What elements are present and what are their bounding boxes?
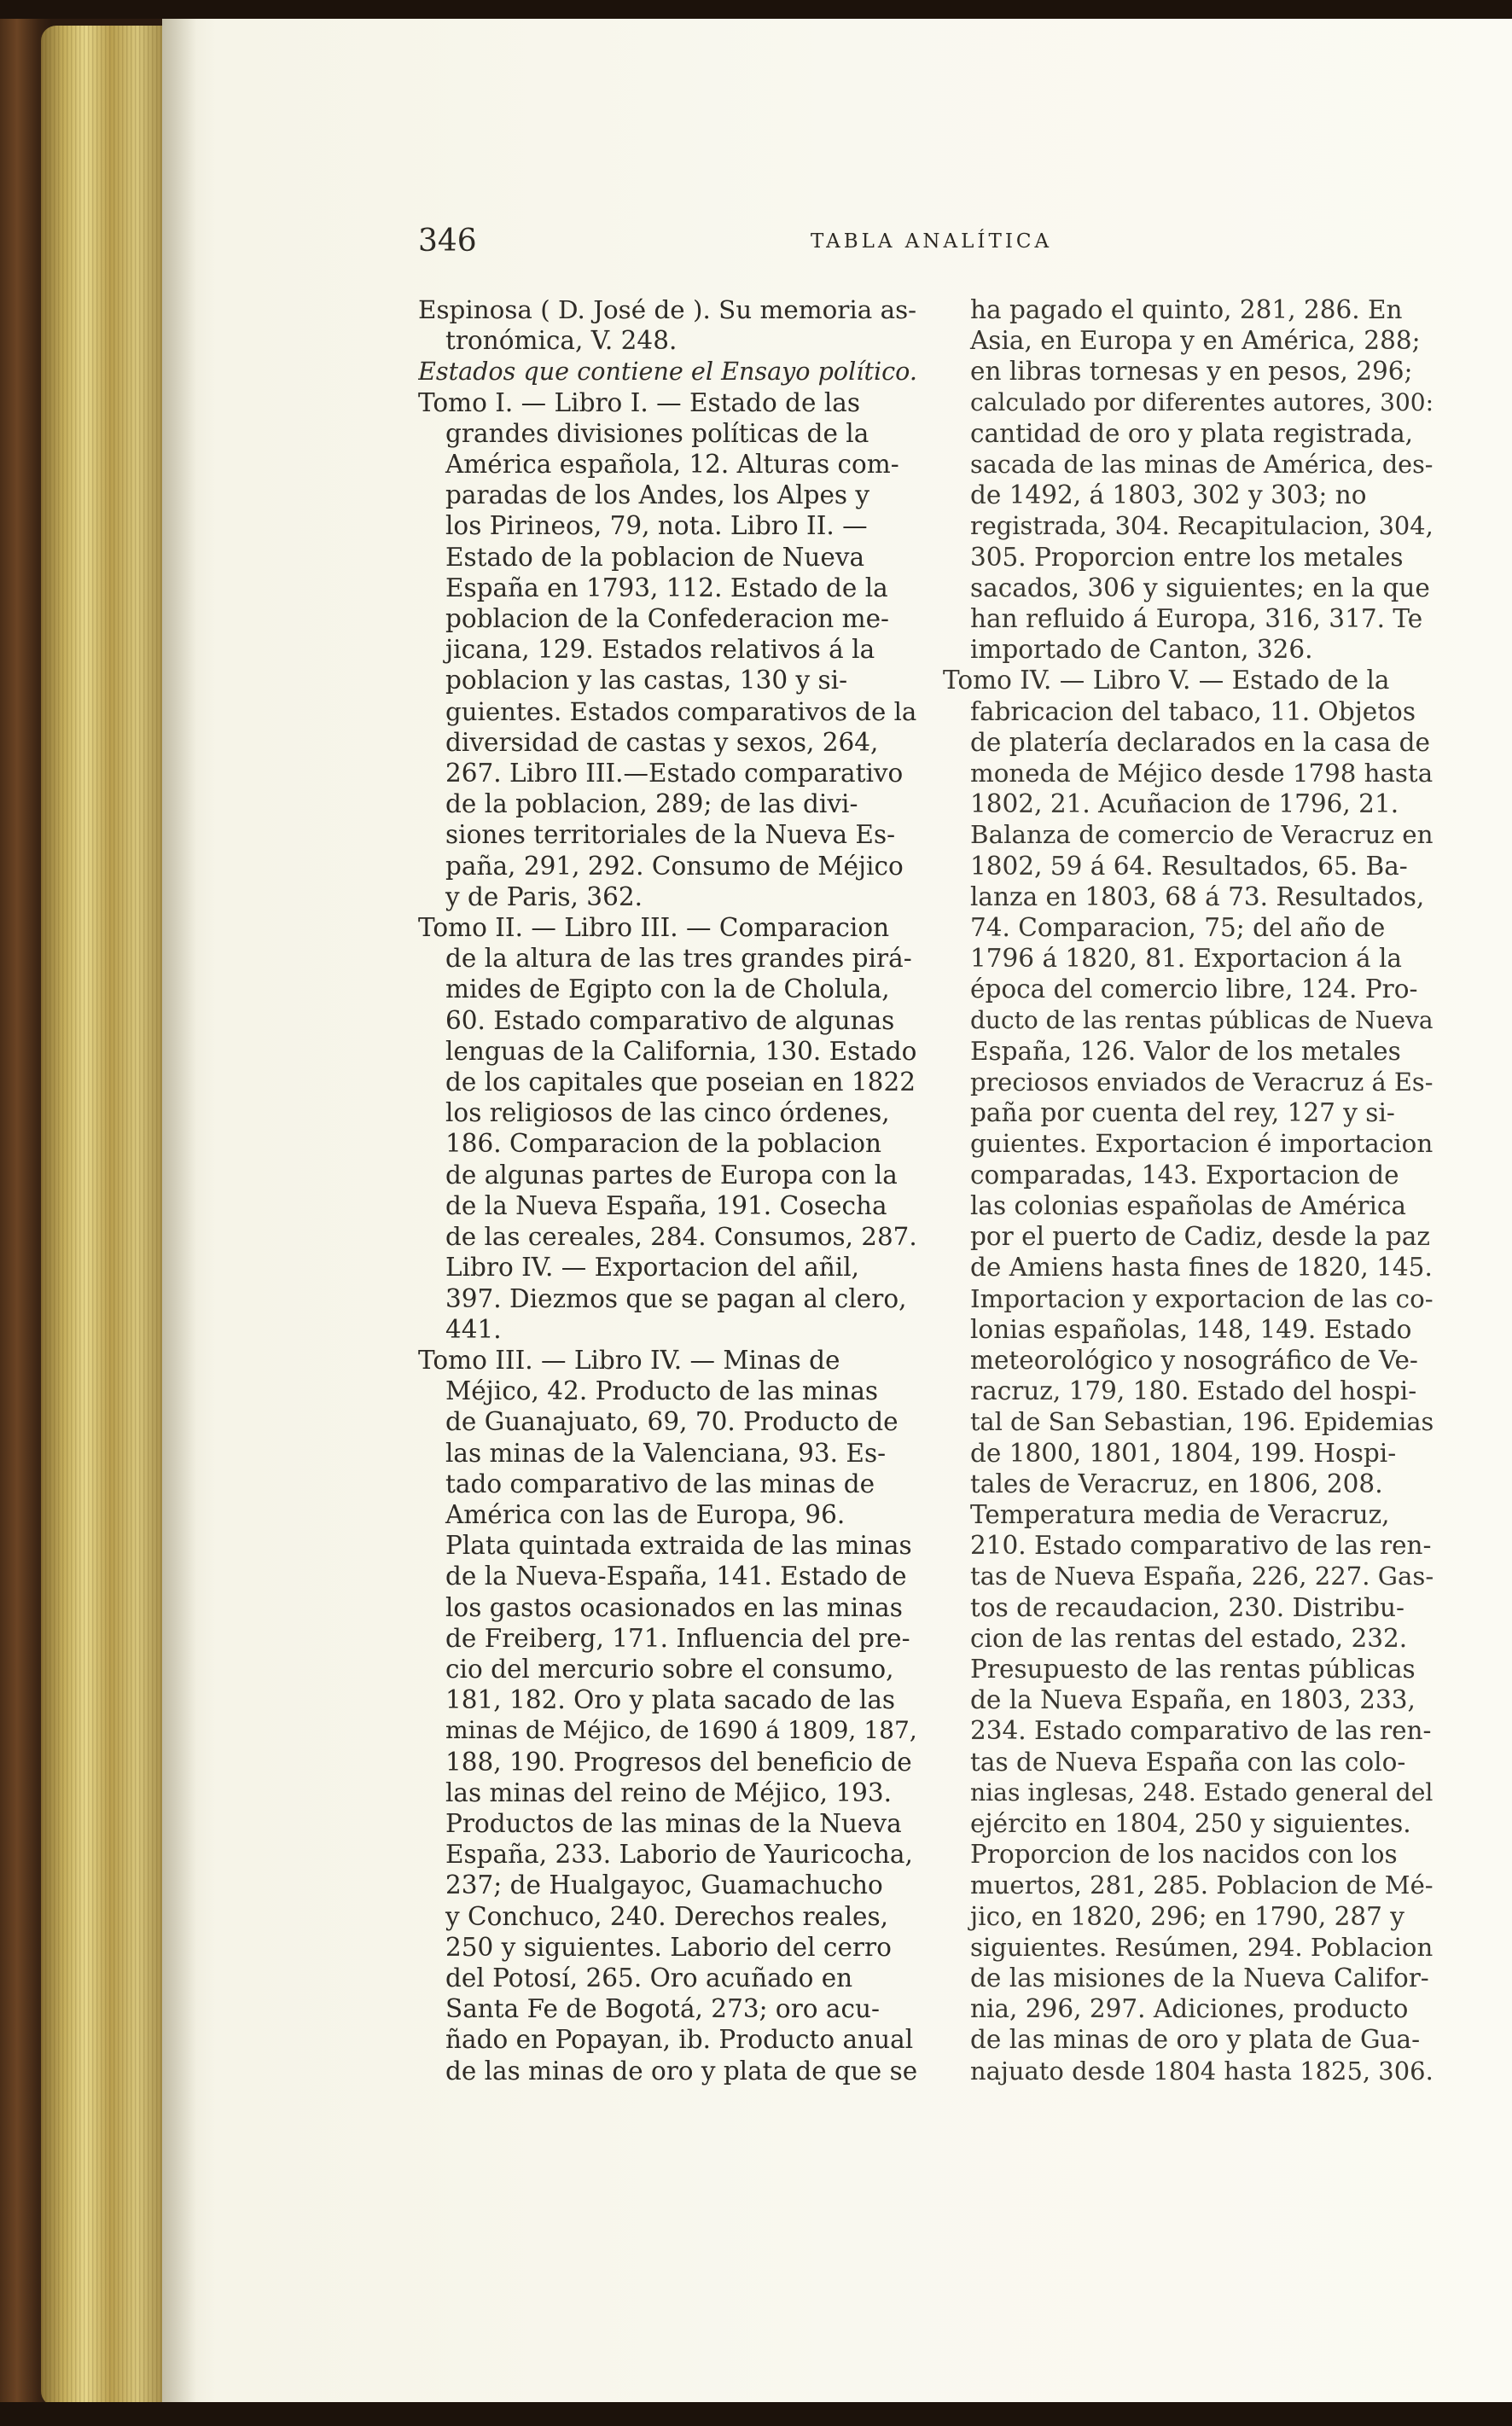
text-line: de Guanajuato, 69, 70. Producto de [445, 1407, 898, 1437]
text-line: las minas de la Valenciana, 93. Es- [445, 1438, 887, 1468]
text-line: tas de Nueva España con las colo- [970, 1747, 1406, 1777]
text-line: cantidad de oro y plata registrada, [970, 418, 1414, 448]
running-title: TABLA ANALÍTICA [811, 230, 1053, 253]
text-line: 397. Diezmos que se pagan al clero, [445, 1283, 907, 1313]
text-line: las minas del reino de Méjico, 193. [445, 1777, 893, 1807]
text-line: las colonias españolas de América [970, 1190, 1407, 1220]
text-line: ducto de las rentas públicas de Nueva [970, 1005, 1433, 1034]
text-line: 188, 190. Progresos del beneficio de [445, 1747, 912, 1777]
text-line: lanza en 1803, 68 á 73. Resultados, [970, 881, 1425, 911]
text-line: España, 233. Laborio de Yauricocha, [445, 1840, 913, 1870]
text-line: ñado en Popayan, ib. Producto anual [445, 2025, 914, 2055]
text-line: Proporcion de los nacidos con los [970, 1840, 1398, 1870]
text-line: racruz, 179, 180. Estado del hospi- [970, 1376, 1417, 1406]
text-line: época del comercio libre, 124. Pro- [970, 974, 1418, 1004]
text-line: Tomo II. — Libro III. — Comparacion [418, 913, 890, 943]
text-line: tal de San Sebastian, 196. Epidemias [970, 1407, 1433, 1437]
text-line: tales de Veracruz, en 1806, 208. [970, 1469, 1383, 1498]
text-line: nias inglesas, 248. Estado general del [970, 1777, 1433, 1806]
text-line: tado comparativo de las minas de [445, 1469, 875, 1498]
text-line: Estado de la poblacion de Nueva [445, 542, 865, 572]
text-line: 1802, 59 á 64. Resultados, 65. Ba- [970, 851, 1408, 881]
text-line: nia, 296, 297. Adiciones, producto [970, 1994, 1409, 2024]
text-line: cio del mercurio sobre el consumo, [445, 1654, 894, 1684]
text-line: importado de Canton, 326. [970, 635, 1313, 665]
text-line: 181, 182. Oro y plata sacado de las [445, 1685, 896, 1715]
text-line: de la Nueva España, 191. Cosecha [445, 1190, 887, 1220]
text-line: lenguas de la California, 130. Estado [445, 1036, 917, 1066]
text-line: moneda de Méjico desde 1798 hasta [970, 759, 1433, 788]
text-line: guientes. Exportacion é importacion [970, 1129, 1433, 1159]
text-line: paña, 291, 292. Consumo de Méjico [445, 851, 904, 881]
text-line: los gastos ocasionados en las minas [445, 1592, 903, 1622]
page-edge-texture [41, 26, 169, 2406]
text-line: lonias españolas, 148, 149. Estado [970, 1314, 1412, 1344]
text-line: 234. Estado comparativo de las ren- [970, 1716, 1432, 1746]
text-line: ejército en 1804, 250 y siguientes. [970, 1808, 1411, 1838]
text-line: calculado por diferentes autores, 300: [970, 387, 1433, 416]
text-line: Presupuesto de las rentas públicas [970, 1654, 1416, 1684]
text-line: diversidad de castas y sexos, 264, [445, 727, 879, 757]
text-line: paradas de los Andes, los Alpes y [445, 480, 870, 510]
background-bottom [0, 2402, 1512, 2426]
text-line: poblacion y las castas, 130 y si- [445, 666, 848, 695]
text-line: tos de recaudacion, 230. Distribu- [970, 1592, 1404, 1622]
text-line: los religiosos de las cinco órdenes, [445, 1098, 890, 1128]
text-line: registrada, 304. Recapitulacion, 304, [970, 511, 1433, 541]
text-line: Tomo I. — Libro I. — Estado de las [418, 387, 860, 417]
text-line: poblacion de la Confederacion me- [445, 604, 889, 634]
text-line: en libras tornesas y en pesos, 296; [970, 357, 1413, 387]
text-line: tronómica, V. 248. [445, 326, 677, 356]
text-line: España en 1793, 112. Estado de la [445, 573, 888, 602]
text-line: 267. Libro III.—Estado comparativo [445, 759, 904, 788]
text-line: Libro IV. — Exportacion del añil, [445, 1253, 860, 1283]
text-line: siones territoriales de la Nueva Es- [445, 820, 896, 850]
text-line: sacados, 306 y siguientes; en la que [970, 573, 1430, 602]
text-line: jico, en 1820, 296; en 1790, 287 y [970, 1901, 1404, 1931]
spine-shadow [162, 19, 196, 2408]
text-line: 1802, 21. Acuñacion de 1796, 21. [970, 789, 1399, 819]
text-line: 441. [445, 1314, 502, 1344]
text-line: de las minas de oro y plata de que se [445, 2056, 917, 2086]
text-line: najuato desde 1804 hasta 1825, 306. [970, 2056, 1433, 2086]
text-line: España, 126. Valor de los metales [970, 1036, 1401, 1066]
text-line: Tomo III. — Libro IV. — Minas de [418, 1345, 840, 1375]
text-line: sacada de las minas de América, des- [970, 450, 1433, 480]
text-line: Productos de las minas de la Nueva [445, 1808, 902, 1838]
text-line: y Conchuco, 240. Derechos reales, [445, 1901, 889, 1931]
text-line: y de Paris, 362. [445, 881, 643, 911]
text-line: 74. Comparacion, 75; del año de [970, 913, 1386, 943]
right-column [943, 294, 1433, 2086]
text-line: meteorológico y nosográfico de Ve- [970, 1345, 1418, 1375]
text-line: grandes divisiones políticas de la [445, 418, 869, 448]
text-line: han refluido á Europa, 316, 317. Te [970, 604, 1423, 634]
text-line: 186. Comparacion de la poblacion [445, 1129, 882, 1159]
text-line: tas de Nueva España, 226, 227. Gas- [970, 1562, 1433, 1591]
text-line: de la Nueva España, en 1803, 233, [970, 1685, 1416, 1715]
text-line: 305. Proporcion entre los metales [970, 542, 1404, 572]
text-line: 250 y siguientes. Laborio del cerro [445, 1932, 892, 1962]
text-line: 1796 á 1820, 81. Exportacion á la [970, 944, 1402, 974]
text-line: de Freiberg, 171. Influencia del pre- [445, 1623, 910, 1653]
text-line: de las misiones de la Nueva Califor- [970, 1963, 1429, 1993]
text-line: Méjico, 42. Producto de las minas [445, 1376, 879, 1406]
text-line: mides de Egipto con la de Cholula, [445, 974, 890, 1004]
text-line: de las minas de oro y plata de Gua- [970, 2025, 1421, 2055]
text-line: paña por cuenta del rey, 127 y si- [970, 1098, 1395, 1128]
text-line: 210. Estado comparativo de las ren- [970, 1531, 1432, 1561]
text-line: de la Nueva-España, 141. Estado de [445, 1562, 907, 1591]
text-line: Asia, en Europa y en América, 288; [970, 326, 1421, 356]
text-line: comparadas, 143. Exportacion de [970, 1160, 1399, 1190]
text-line: Balanza de comercio de Veracruz en [970, 820, 1433, 850]
text-line: de la altura de las tres grandes pirá- [445, 944, 912, 974]
text-line: 237; de Hualgayoc, Guamachucho [445, 1870, 883, 1900]
text-line: de las cereales, 284. Consumos, 287. [445, 1222, 917, 1252]
background-top [0, 0, 1512, 19]
text-line: fabricacion del tabaco, 11. Objetos [970, 696, 1416, 726]
text-line: del Potosí, 265. Oro acuñado en [445, 1963, 853, 1993]
text-line: minas de Méjico, de 1690 á 1809, 187, [445, 1716, 917, 1745]
text-line: de los capitales que poseian en 1822 [445, 1068, 916, 1097]
text-line: cion de las rentas del estado, 232. [970, 1623, 1408, 1653]
text-line: Importacion y exportacion de las co- [970, 1283, 1433, 1313]
page-header [418, 224, 1506, 275]
text-line: de algunas partes de Europa con la [445, 1160, 898, 1190]
text-line: siguientes. Resúmen, 294. Poblacion [970, 1932, 1433, 1962]
text-line: Santa Fe de Bogotá, 273; oro acu- [445, 1994, 881, 2024]
text-line: América española, 12. Alturas com- [445, 450, 899, 480]
text-line: Temperatura media de Veracruz, [970, 1499, 1390, 1529]
text-line: América con las de Europa, 96. [445, 1499, 846, 1529]
text-line: de platería declarados en la casa de [970, 727, 1430, 757]
text-line: preciosos enviados de Veracruz á Es- [970, 1068, 1433, 1097]
left-column [418, 294, 917, 2086]
text-line: por el puerto de Cadiz, desde la paz [970, 1222, 1430, 1252]
text-line: Espinosa ( D. José de ). Su memoria as- [418, 295, 917, 324]
page-number: 346 [418, 224, 477, 259]
text-line: Tomo IV. — Libro V. — Estado de la [943, 666, 1390, 695]
text-line: muertos, 281, 285. Poblacion de Mé- [970, 1870, 1433, 1900]
text-line: jicana, 129. Estados relativos á la [445, 635, 875, 665]
text-line: de la poblacion, 289; de las divi- [445, 789, 858, 819]
text-line: 60. Estado comparativo de algunas [445, 1005, 895, 1035]
text-line: guientes. Estados comparativos de la [445, 696, 917, 726]
text-line: de 1492, á 1803, 302 y 303; no [970, 480, 1367, 510]
text-line: de Amiens hasta fines de 1820, 145. [970, 1253, 1433, 1283]
text-line: ha pagado el quinto, 281, 286. En [970, 295, 1403, 324]
text-line: Plata quintada extraida de las minas [445, 1531, 912, 1561]
text-line: Estados que contiene el Ensayo político. [418, 357, 917, 387]
text-line: de 1800, 1801, 1804, 199. Hospi- [970, 1438, 1397, 1468]
text-line: los Pirineos, 79, nota. Libro II. — [445, 511, 868, 541]
